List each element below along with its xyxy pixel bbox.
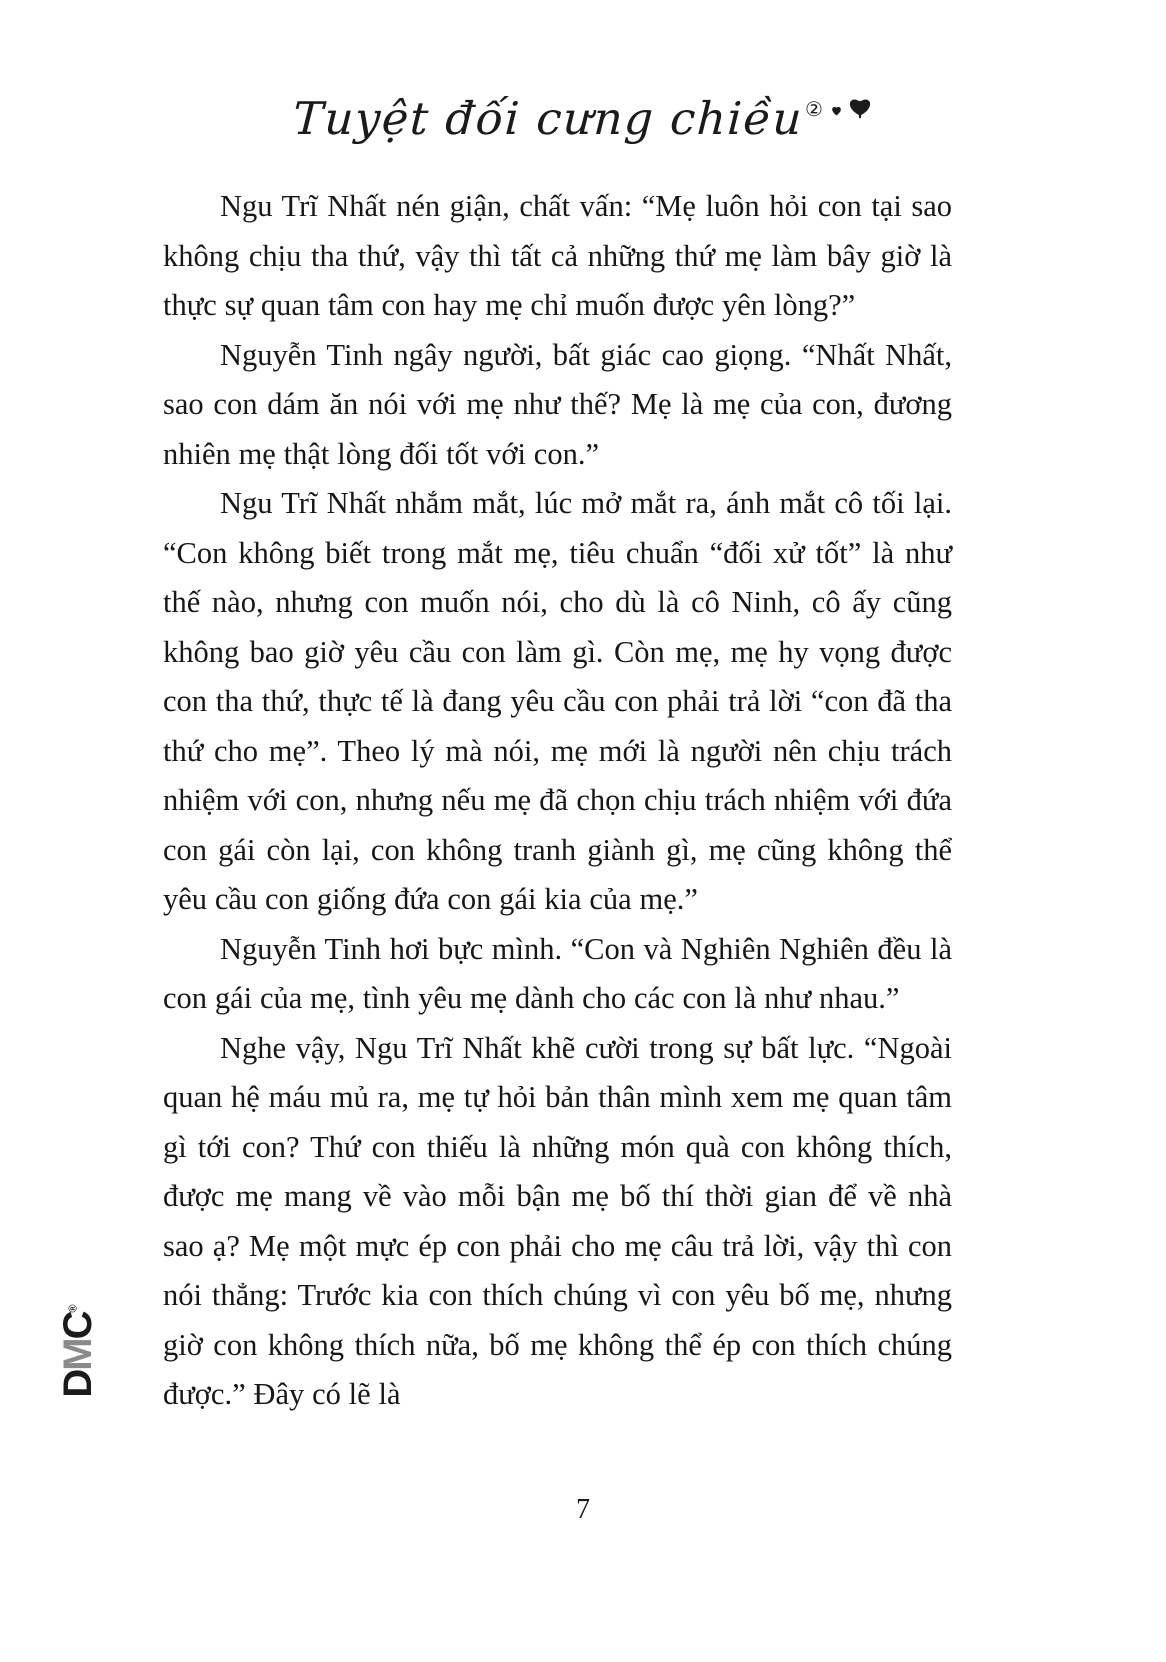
running-head (0, 92, 1166, 145)
running-head-title: Tuyệt đối cưng chiều (291, 92, 805, 145)
body-text-column (163, 182, 952, 1420)
publisher-logo-letter-d: D (56, 1370, 100, 1398)
running-head-ornament-group (830, 98, 873, 122)
publisher-logo-text (58, 1304, 98, 1397)
paragraph: Nguyễn Tinh hơi bực mình. “Con và Nghiên Nghiên đều là con gái của mẹ, tình yêu mẹ dành cho các con là như nhau.” (163, 931, 952, 1015)
paragraph: Nghe vậy, Ngu Trĩ Nhất khẽ cười trong sự bất lực. “Ngoài quan hệ máu mủ ra, mẹ tự hỏi bản thân mình xem mẹ quan tâm gì tới con? Thứ con thiếu là những món quà con không thích, được mẹ mang về vào mỗi bận mẹ bố thí thời gian để về nhà sao ạ? Mẹ một mực ép con phải cho mẹ câu trả lời, vậy thì con nói thẳng: Trước kia con thích chúng vì con yêu bố mẹ, nhưng giờ con không thích nữa, bố mẹ không thể ép con thích chúng được.” Đây có lẽ là (163, 1030, 952, 1411)
heart-ornament-icon (830, 104, 843, 117)
paragraph: Ngu Trĩ Nhất nhắm mắt, lúc mở mắt ra, ánh mắt cô tối lại. “Con không biết trong mắt mẹ, tiêu chuẩn “đối xử tốt” là như thế nào, nhưng con muốn nói, cho dù là cô Ninh, cô ấy cũng không bao giờ yêu cầu con làm gì. Còn mẹ, mẹ hy vọng được con tha thứ, thực tế là đang yêu cầu con phải trả lời “con đã tha thứ cho mẹ”. Theo lý mà nói, mẹ mới là người nên chịu trách nhiệm với con, nhưng nếu mẹ đã chọn chịu trách nhiệm với đứa con gái còn lại, con không tranh giành gì, mẹ cũng không thể yêu cầu con giống đứa con gái kia của mẹ.” (163, 486, 952, 916)
paragraph: Nguyễn Tinh ngây người, bất giác cao giọng. “Nhất Nhất, sao con dám ăn nói với mẹ như thế? Mẹ là mẹ của con, đương nhiên mẹ thật lòng đối tốt với con.” (163, 337, 952, 471)
butterfly-ornament-icon (847, 98, 873, 122)
publisher-logo-letter-c: C (56, 1312, 100, 1340)
publisher-logo-letter-m: M (56, 1339, 100, 1371)
paragraph: Ngu Trĩ Nhất nén giận, chất vấn: “Mẹ luôn hỏi con tại sao không chịu tha thứ, vậy thì tất cả những thứ mẹ làm bây giờ là thực sự quan tâm con hay mẹ chỉ muốn được yên lòng?” (163, 189, 952, 322)
page-number: 7 (576, 1494, 590, 1525)
publisher-logo (58, 1266, 98, 1436)
registered-trademark-icon: ® (67, 1304, 80, 1313)
running-head-footnote-marker: ② (805, 98, 823, 121)
